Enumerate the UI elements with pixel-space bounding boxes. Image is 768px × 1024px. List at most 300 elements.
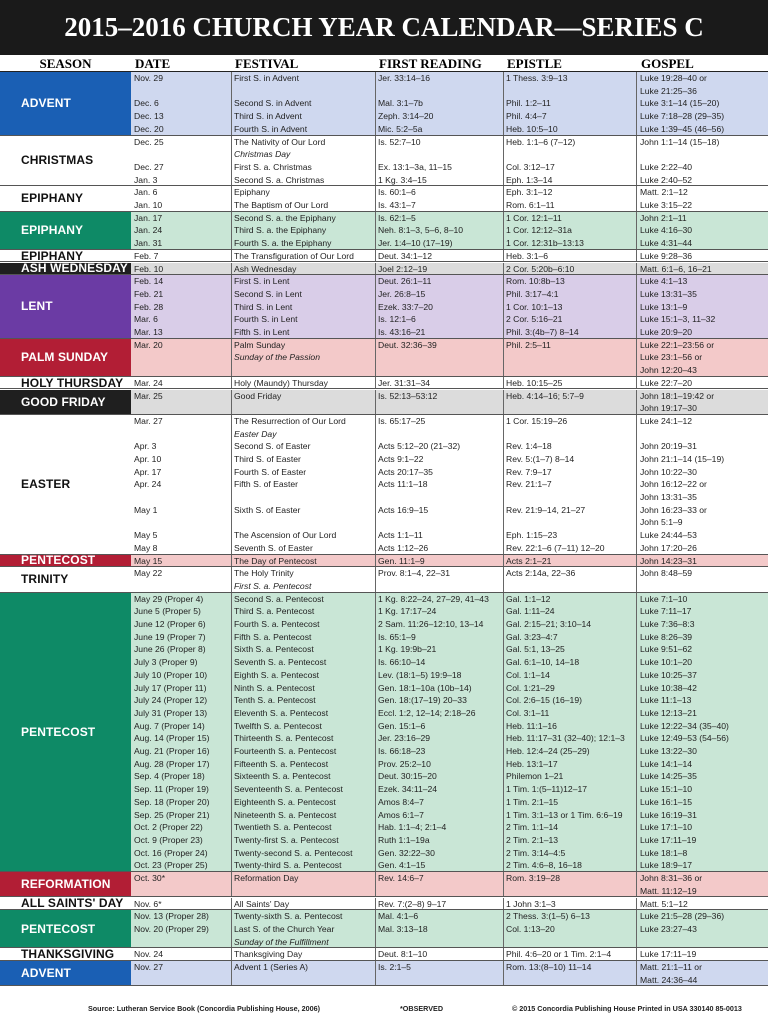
gospel-cell: Luke 2:40–52 [640, 174, 693, 185]
festival-cell: Twelfth S. a. Pentecost [234, 720, 322, 731]
festival-cell: Eleventh S. a. Pentecost [234, 707, 329, 718]
gospel-cell: Matt. 24:36–44 [640, 974, 698, 985]
season-block [0, 212, 768, 250]
gospel-cell: Luke 13:31–35 [640, 288, 697, 299]
festival-cell: Palm Sunday [234, 339, 286, 350]
table-row [131, 110, 768, 123]
gospel-cell: Luke 15:1–3, 11–32 [640, 314, 716, 325]
gospel-cell: Luke 10:38–42 [640, 682, 697, 693]
season-rows [131, 377, 768, 389]
gospel-cell: Luke 24:44–53 [640, 530, 697, 541]
festival-cell: Third S. a. Pentecost [234, 606, 315, 617]
table-row [131, 85, 768, 98]
epistle-cell: Phil. 3:(4b–7) 8–14 [506, 326, 579, 337]
date-cell: Jan. 3 [134, 174, 158, 185]
table-row [131, 923, 768, 936]
date-cell: May 22 [134, 568, 163, 579]
table-row [131, 313, 768, 326]
gospel-cell: Luke 22:7–20 [640, 377, 693, 388]
season-label: REFORMATION [0, 872, 131, 896]
gospel-cell: Luke 9:28–36 [640, 250, 693, 261]
festival-cell: Seventh S. of Easter [234, 542, 313, 553]
gospel-cell: Luke 24:1–12 [640, 415, 693, 426]
first-reading-cell: Is. 66:18–23 [378, 746, 426, 757]
festival-cell: Sixth S. of Easter [234, 504, 301, 515]
season-block [0, 593, 768, 872]
date-cell: Apr. 24 [134, 479, 162, 490]
date-cell: May 1 [134, 504, 158, 515]
season-block [0, 72, 768, 136]
festival-cell: First S. a. Pentecost [234, 580, 312, 591]
date-cell: June 26 (Proper 8) [134, 644, 206, 655]
first-reading-cell: 1 Kg. 3:4–15 [378, 174, 427, 185]
epistle-cell: Rev. 1:4–18 [506, 441, 552, 452]
table-row [131, 428, 768, 441]
table-row [131, 783, 768, 796]
festival-cell: Tenth S. a. Pentecost [234, 695, 316, 706]
season-rows [131, 339, 768, 376]
table-row [131, 974, 768, 987]
gospel-cell: John 19:17–30 [640, 403, 697, 414]
date-cell: Aug. 7 (Proper 14) [134, 720, 205, 731]
date-cell: Dec. 20 [134, 123, 164, 134]
date-cell: Dec. 25 [134, 136, 164, 147]
table-row [131, 682, 768, 695]
festival-cell: Ash Wednesday [234, 263, 297, 274]
date-cell: Oct. 2 (Proper 22) [134, 822, 203, 833]
first-reading-cell: Deut. 8:1–10 [378, 949, 428, 960]
first-reading-cell: Acts 20:17–35 [378, 466, 433, 477]
season-label: PENTECOST [0, 593, 131, 871]
season-label: PENTECOST [0, 555, 131, 567]
festival-cell: Fourth S. a. Pentecost [234, 619, 320, 630]
table-row [131, 263, 768, 276]
first-reading-cell: Amos 8:4–7 [378, 796, 424, 807]
gospel-cell: Luke 7:11–17 [640, 606, 692, 617]
gospel-cell: Luke 9:51–62 [640, 644, 693, 655]
festival-cell: Fourteenth S. a. Pentecost [234, 746, 337, 757]
table-row [131, 212, 768, 225]
gospel-cell: John 14:23–31 [640, 555, 697, 566]
season-rows [131, 263, 768, 275]
date-cell: Feb. 21 [134, 288, 164, 299]
festival-cell: Fourth S. of Easter [234, 466, 307, 477]
table-row [131, 504, 768, 517]
gospel-cell: Luke 3:15–22 [640, 199, 693, 210]
first-reading-cell: 1 Kg. 17:17–24 [378, 606, 437, 617]
date-cell: Feb. 10 [134, 263, 164, 274]
gospel-cell: Luke 2:22–40 [640, 161, 693, 172]
festival-cell: Second S. of Easter [234, 441, 311, 452]
season-block [0, 961, 768, 986]
festival-cell: Sunday of the Fulfillment [234, 936, 329, 947]
epistle-cell: 2 Cor. 5:20b–6:10 [506, 263, 575, 274]
date-cell: Jan. 6 [134, 187, 158, 198]
epistle-cell: Rom. 3:19–28 [506, 873, 560, 884]
season-rows [131, 390, 768, 414]
date-cell: Feb. 14 [134, 276, 164, 287]
first-reading-cell: Eccl. 1:2, 12–14; 2:18–26 [378, 707, 476, 718]
date-cell: Mar. 27 [134, 415, 163, 426]
gospel-cell: John 16:12–22 or [640, 479, 707, 490]
date-cell: Jan. 31 [134, 238, 163, 249]
first-reading-cell: 1 Kg. 19:9b–21 [378, 644, 437, 655]
season-block [0, 263, 768, 276]
season-block [0, 136, 768, 187]
first-reading-cell: Neh. 8:1–3, 5–6, 8–10 [378, 225, 464, 236]
season-block [0, 415, 768, 555]
season-label: PENTECOST [0, 910, 131, 947]
table-row [131, 720, 768, 733]
season-block [0, 555, 768, 568]
festival-cell: Seventh S. a. Pentecost [234, 657, 327, 668]
gospel-cell: Luke 3:1–14 (15–20) [640, 98, 720, 109]
festival-cell: Second S. a. Pentecost [234, 593, 324, 604]
epistle-cell: Heb. 3:1–6 [506, 250, 549, 261]
gospel-cell: Luke 22:1–23:56 or [640, 339, 715, 350]
gospel-cell: Luke 1:39–45 (46–56) [640, 123, 725, 134]
season-rows [131, 415, 768, 554]
first-reading-cell: Deut. 30:15–20 [378, 771, 437, 782]
table-row [131, 72, 768, 85]
festival-cell: First S. a. Christmas [234, 161, 312, 172]
table-row [131, 796, 768, 809]
gospel-cell: Luke 12:22–34 (35–40) [640, 720, 729, 731]
epistle-cell: Rom. 6:1–11 [506, 199, 555, 210]
season-block [0, 275, 768, 339]
epistle-cell: 1 Cor. 12:12–31a [506, 225, 572, 236]
gospel-cell: Luke 12:13–21 [640, 707, 697, 718]
gospel-cell: Luke 17:11–19 [640, 834, 697, 845]
table-row [131, 834, 768, 847]
date-cell: Feb. 28 [134, 301, 164, 312]
table-row [131, 377, 768, 390]
gospel-cell: Luke 11:1–13 [640, 695, 692, 706]
table-row [131, 555, 768, 568]
date-cell: May 15 [134, 555, 163, 566]
table-row [131, 123, 768, 136]
table-row [131, 148, 768, 161]
table-row [131, 859, 768, 872]
first-reading-cell: Is. 65:17–25 [378, 415, 426, 426]
festival-cell: Thirteenth S. a. Pentecost [234, 733, 334, 744]
first-reading-cell: Ruth 1:1–19a [378, 834, 430, 845]
table-row [131, 161, 768, 174]
season-rows [131, 593, 768, 871]
festival-cell: The Day of Pentecost [234, 555, 317, 566]
festival-cell: Fifteenth S. a. Pentecost [234, 758, 329, 769]
first-reading-cell: Mal. 3:1–7b [378, 98, 423, 109]
epistle-cell: Acts 2:14a, 22–36 [506, 568, 576, 579]
table-row [131, 364, 768, 377]
date-cell: Sep. 25 (Proper 21) [134, 809, 210, 820]
first-reading-cell: Joel 2:12–19 [378, 263, 428, 274]
table-row [131, 669, 768, 682]
first-reading-cell: Is. 52:7–10 [378, 136, 421, 147]
epistle-cell: Heb. 10:5–10 [506, 123, 558, 134]
gospel-cell: Luke 19:28–40 or [640, 73, 707, 83]
gospel-cell: John 12:20–43 [640, 365, 697, 376]
table-row [131, 339, 768, 352]
season-rows [131, 186, 768, 210]
epistle-cell: Phil. 4:4–7 [506, 111, 547, 122]
epistle-cell: 1 John 3:1–3 [506, 898, 556, 909]
epistle-cell: Rev. 21:1–7 [506, 479, 552, 490]
epistle-cell: Gal. 1:1–12 [506, 593, 551, 604]
first-reading-cell: Rev. 14:6–7 [378, 873, 424, 884]
festival-cell: Fourth S. in Advent [234, 123, 308, 134]
festival-cell: The Resurrection of Our Lord [234, 415, 346, 426]
date-cell: Jan. 10 [134, 199, 163, 210]
epistle-cell: Philemon 1–21 [506, 771, 564, 782]
table-row [131, 136, 768, 149]
epistle-cell: Rev. 22:1–6 (7–11) 12–20 [506, 542, 605, 553]
first-reading-cell: Acts 11:1–18 [378, 479, 428, 490]
table-row [131, 453, 768, 466]
epistle-cell: 1 Cor. 15:19–26 [506, 415, 568, 426]
table-row [131, 288, 768, 301]
footer-source: Source: Lutheran Service Book (Concordia Publishing House, 2006) [88, 1004, 321, 1013]
epistle-cell: Rev. 5:(1–7) 8–14 [506, 453, 575, 464]
table-row [131, 847, 768, 860]
festival-cell: Good Friday [234, 390, 282, 401]
season-label: ALL SAINTS' DAY [0, 898, 131, 910]
date-cell: Nov. 6* [134, 898, 162, 909]
epistle-cell: Heb. 11:1–16 [506, 720, 557, 731]
gospel-cell: Luke 10:25–37 [640, 669, 697, 680]
season-rows [131, 72, 768, 135]
epistle-cell: Eph. 3:1–12 [506, 187, 553, 198]
first-reading-cell: Zeph. 3:14–20 [378, 111, 434, 122]
epistle-cell: Eph. 1:3–14 [506, 174, 553, 185]
gospel-cell: John 10:22–30 [640, 466, 697, 477]
season-label: EPIPHANY [0, 186, 131, 210]
date-cell: Nov. 13 (Proper 28) [134, 911, 209, 922]
season-rows [131, 212, 768, 249]
epistle-cell: Heb. 10:15–25 [506, 377, 563, 388]
season-block [0, 186, 768, 211]
festival-cell: Thanksgiving Day [234, 949, 303, 960]
epistle-cell: 2 Thess. 3:(1–5) 6–13 [506, 911, 590, 922]
first-reading-cell: Prov. 25:2–10 [378, 758, 431, 769]
date-cell: Feb. 7 [134, 250, 159, 261]
gospel-cell: Luke 4:1–13 [640, 276, 688, 287]
table-row [131, 402, 768, 415]
festival-cell: The Transfiguration of Our Lord [234, 250, 354, 261]
date-cell: Mar. 13 [134, 326, 163, 337]
table-row [131, 466, 768, 479]
table-row [131, 707, 768, 720]
first-reading-cell: Jer. 33:14–16 [378, 73, 431, 83]
epistle-cell: 1 Tim. 2:1–15 [506, 796, 559, 807]
gospel-cell: Luke 4:31–44 [640, 238, 693, 249]
epistle-cell: Heb. 13:1–17 [506, 758, 558, 769]
table-row [131, 898, 768, 911]
epistle-cell: 1 Tim. 1:(5–11)12–17 [506, 784, 588, 795]
gospel-cell: Luke 15:1–10 [640, 784, 693, 795]
table-row [131, 618, 768, 631]
table-row [131, 186, 768, 199]
date-cell: Nov. 24 [134, 949, 163, 960]
date-cell: Oct. 9 (Proper 23) [134, 834, 203, 845]
gospel-cell: Luke 4:16–30 [640, 225, 693, 236]
first-reading-cell: Acts 1:1–11 [378, 530, 423, 541]
season-label: CHRISTMAS [0, 136, 131, 186]
date-cell: Jan. 24 [134, 225, 163, 236]
gospel-cell: Luke 7:18–28 (29–35) [640, 111, 725, 122]
festival-cell: The Ascension of Our Lord [234, 530, 337, 541]
season-label: LENT [0, 275, 131, 338]
gospel-cell: Luke 21:5–28 (29–36) [640, 911, 725, 922]
footer-observed: *OBSERVED [400, 1004, 444, 1013]
table-row [131, 326, 768, 339]
table-row [131, 732, 768, 745]
first-reading-cell: Mal. 4:1–6 [378, 911, 419, 922]
date-cell: Sep. 18 (Proper 20) [134, 796, 210, 807]
season-block [0, 872, 768, 897]
festival-cell: The Holy Trinity [234, 568, 294, 579]
season-rows [131, 898, 768, 910]
season-rows [131, 910, 768, 947]
date-cell: June 12 (Proper 6) [134, 619, 206, 630]
first-reading-cell: Is. 62:1–5 [378, 212, 416, 223]
festival-cell: Fifth S. of Easter [234, 479, 298, 490]
gospel-cell: Luke 20:9–20 [640, 326, 693, 337]
epistle-cell: Gal. 5:1, 13–25 [506, 644, 565, 655]
gospel-cell: John 8:48–59 [640, 568, 693, 579]
season-rows [131, 136, 768, 186]
festival-cell: Eighteenth S. a. Pentecost [234, 796, 336, 807]
festival-cell: Nineteenth S. a. Pentecost [234, 809, 337, 820]
first-reading-cell: Deut. 26:1–11 [378, 276, 432, 287]
festival-cell: Fifth S. a. Pentecost [234, 631, 312, 642]
epistle-cell: Phil. 2:5–11 [506, 339, 551, 350]
date-cell: May 8 [134, 542, 158, 553]
first-reading-cell: Is. 52:13–53:12 [378, 390, 438, 401]
gospel-cell: Matt. 6:1–6, 16–21 [640, 263, 712, 274]
date-cell: July 31 (Proper 13) [134, 707, 208, 718]
table-row [131, 301, 768, 314]
epistle-cell: Gal. 1:11–24 [506, 606, 555, 617]
season-block [0, 567, 768, 592]
header-gospel: GOSPEL [641, 56, 694, 71]
gospel-cell: Luke 14:25–35 [640, 771, 697, 782]
first-reading-cell: Amos 6:1–7 [378, 809, 424, 820]
first-reading-cell: Hab. 1:1–4; 2:1–4 [378, 822, 447, 833]
festival-cell: Sixth S. a. Pentecost [234, 644, 314, 655]
table-row [131, 885, 768, 898]
table-row [131, 643, 768, 656]
epistle-cell: Gal. 6:1–10, 14–18 [506, 657, 580, 668]
season-label: PALM SUNDAY [0, 339, 131, 376]
festival-cell: Seventeenth S. a. Pentecost [234, 784, 343, 795]
first-reading-cell: Mic. 5:2–5a [378, 123, 423, 134]
season-label: EPIPHANY [0, 250, 131, 262]
table-row [131, 770, 768, 783]
festival-cell: Sunday of the Passion [234, 352, 320, 363]
first-reading-cell: Is. 43:1–7 [378, 199, 416, 210]
gospel-cell: Luke 7:1–10 [640, 593, 688, 604]
date-cell: July 24 (Proper 12) [134, 695, 208, 706]
festival-cell: Twenty-sixth S. a. Pentecost [234, 911, 343, 922]
gospel-cell: John 16:23–33 or [640, 504, 707, 515]
festival-cell: First S. in Advent [234, 73, 299, 83]
date-cell: July 3 (Proper 9) [134, 657, 198, 668]
first-reading-cell: Is. 65:1–9 [378, 631, 416, 642]
gospel-cell: Luke 10:1–20 [640, 657, 693, 668]
first-reading-cell: Gen. 4:1–15 [378, 860, 426, 871]
first-reading-cell: Gen. 15:1–6 [378, 720, 426, 731]
footer-copyright: © 2015 Concordia Publishing House Printed in USA 330140 85-0013 [512, 1004, 742, 1013]
gospel-cell: John 1:1–14 (15–18) [640, 136, 720, 147]
first-reading-cell: Jer. 1:4–10 (17–19) [378, 238, 453, 249]
table-row [131, 529, 768, 542]
date-cell: Apr. 17 [134, 466, 162, 477]
date-cell: Sep. 4 (Proper 18) [134, 771, 205, 782]
table-row [131, 516, 768, 529]
gospel-cell: Luke 23:27–43 [640, 923, 697, 934]
festival-cell: Sixteenth S. a. Pentecost [234, 771, 331, 782]
season-label: EPIPHANY [0, 212, 131, 249]
table-row [131, 97, 768, 110]
date-cell: May 29 (Proper 4) [134, 593, 204, 604]
epistle-cell: Heb. 4:14–16; 5:7–9 [506, 390, 584, 401]
gospel-cell: John 17:20–26 [640, 542, 697, 553]
first-reading-cell: 2 Sam. 11:26–12:10, 13–14 [378, 619, 484, 630]
epistle-cell: Col. 1:21–29 [506, 682, 555, 693]
date-cell: June 19 (Proper 7) [134, 631, 206, 642]
epistle-cell: 2 Tim. 2:1–13 [506, 834, 559, 845]
table-row [131, 491, 768, 504]
date-cell: Mar. 20 [134, 339, 163, 350]
gospel-cell: Luke 13:22–30 [640, 746, 697, 757]
date-cell: Nov. 20 (Proper 29) [134, 923, 209, 934]
gospel-cell: John 5:1–9 [640, 517, 683, 528]
festival-cell: Last S. of the Church Year [234, 923, 335, 934]
epistle-cell: 1 Cor. 12:31b–13:13 [506, 238, 584, 249]
first-reading-cell: Gen. 18:(17–19) 20–33 [378, 695, 467, 706]
epistle-cell: 1 Tim. 3:1–13 or 1 Tim. 6:6–19 [506, 809, 623, 820]
date-cell: Oct. 30* [134, 873, 166, 884]
season-label: EASTER [0, 415, 131, 554]
date-cell: Mar. 24 [134, 377, 163, 388]
season-rows [131, 567, 768, 591]
table-row [131, 758, 768, 771]
festival-cell: Second S. in Advent [234, 98, 312, 109]
first-reading-cell: Acts 9:1–22 [378, 453, 424, 464]
epistle-cell: Rev. 21:9–14, 21–27 [506, 504, 586, 515]
gospel-cell: Matt. 5:1–12 [640, 898, 688, 909]
header-epistle: EPISTLE [507, 56, 562, 71]
season-rows [131, 948, 768, 960]
epistle-cell: 1 Thess. 3:9–13 [506, 73, 568, 83]
first-reading-cell: Acts 16:9–15 [378, 504, 429, 515]
epistle-cell: Eph. 1:15–23 [506, 530, 558, 541]
festival-cell: All Saints' Day [234, 898, 290, 909]
date-cell: Jan. 17 [134, 212, 163, 223]
gospel-cell: John 21:1–14 (15–19) [640, 453, 725, 464]
festival-cell: The Baptism of Our Lord [234, 199, 329, 210]
festival-cell: Epiphany [234, 187, 270, 198]
season-label: THANKSGIVING [0, 948, 131, 960]
table-row [131, 809, 768, 822]
festival-cell: First S. in Lent [234, 276, 290, 287]
first-reading-cell: Is. 60:1–6 [378, 187, 416, 198]
epistle-cell: Heb. 12:4–24 (25–29) [506, 746, 590, 757]
festival-cell: Second S. a. Christmas [234, 174, 325, 185]
epistle-cell: 2 Tim. 4:6–8, 16–18 [506, 860, 582, 871]
date-cell: Mar. 6 [134, 314, 158, 325]
